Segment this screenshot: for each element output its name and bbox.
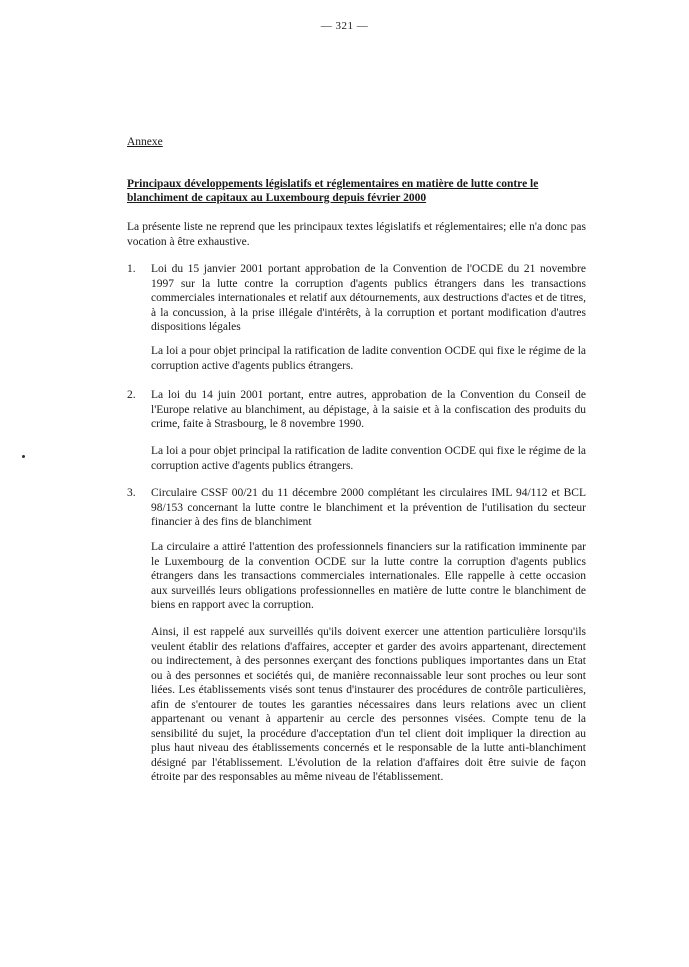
item-text: Loi du 15 janvier 2001 portant approbation de la Convention de l'OCDE du 21 novembre 1997 sur la lutte contre la corruption d'agents publics étrangers dans les transactions commerciales internationales et relatif aux détournements, aux destructions d'actes et de titres, à la concussion, à la prise illégale d'intérêts, à la corruption et portant modification d'autres dispositions légales [151,263,586,333]
document-title: Principaux développements législatifs et réglementaires en matière de lutte contre le blanchiment de capitaux au Luxembourg depuis février 2000 [127,178,539,204]
list-item-2 [127,388,586,432]
item-text: La loi du 14 juin 2001 portant, entre autres, approbation de la Convention du Conseil de l'Europe relative au blanchiment, au dépistage, à la saisie et à la confiscation des produits du crime, faite à Strasbourg, le 8 novembre 1990. [151,389,586,430]
item-number: 3. [127,487,136,499]
item-3-paragraph-1: La circulaire a attiré l'attention des professionnels financiers sur la ratification imminente par le Luxembourg de la convention OCDE sur la lutte contre la corruption d'agents publics étrangers dans les transactions commerciales internationales. Elle rappelle à cette occasion aux surveillés leurs obligations professionnelles en matière de lutte contre le blanchiment de biens en rapport avec la corruption. [151,541,586,611]
item-text: Circulaire CSSF 00/21 du 11 décembre 2000 complétant les circulaires IML 94/112 et BCL 98/153 concernant la lutte contre le blanchiment et la prévention de l'utilisation du secteur financier à des fins de blanchiment [151,487,586,528]
list-item-3 [127,486,586,530]
item-1-paragraph-1: La loi a pour objet principal la ratification de ladite convention OCDE qui fixe le régime de la corruption active d'agents publics étrangers. [151,345,586,372]
item-3-paragraph-2: Ainsi, il est rappelé aux surveillés qu'ils doivent exercer une attention particulière lorsqu'ils veulent établir des relations d'affaires, accepter et garder des avoirs appartenant, directement ou indirectement, à des personnes exerçant des fonctions publiques importantes dans un Etat ou à des personnes et sociétés qui, de manière reconnaissable leur sont proches ou leur sont liées. Les établissements visés sont tenus d'instaurer des procédures de contrôle particulières, afin de s'entourer de toutes les garanties nécessaires dans leurs relations avec un client appartenant ou venant à appartenir au cercle des personnes visées. Compte tenu de la sensibilité du sujet, la procédure d'acceptation d'un tel client doit impliquer la direction au plus haut niveau des établissements concernés et le responsable de la lutte anti-blanchiment désigné par l'établissement. L'évolution de la relation d'affaires doit être suivie de façon étroite par des responsables au même niveau de l'établissement. [151,626,586,783]
annex-label: Annexe [127,136,163,148]
page-number: — 321 — [320,20,369,32]
intro-paragraph: La présente liste ne reprend que les principaux textes législatifs et réglementaires; elle n'a donc pas vocation à être exhaustive. [127,221,586,248]
margin-mark [22,455,25,458]
item-number: 1. [127,263,136,275]
item-2-paragraph-1: La loi a pour objet principal la ratification de ladite convention OCDE qui fixe le régime de la corruption active d'agents publics étrangers. [151,445,586,472]
list-item-1 [127,262,586,335]
item-number: 2. [127,389,136,401]
